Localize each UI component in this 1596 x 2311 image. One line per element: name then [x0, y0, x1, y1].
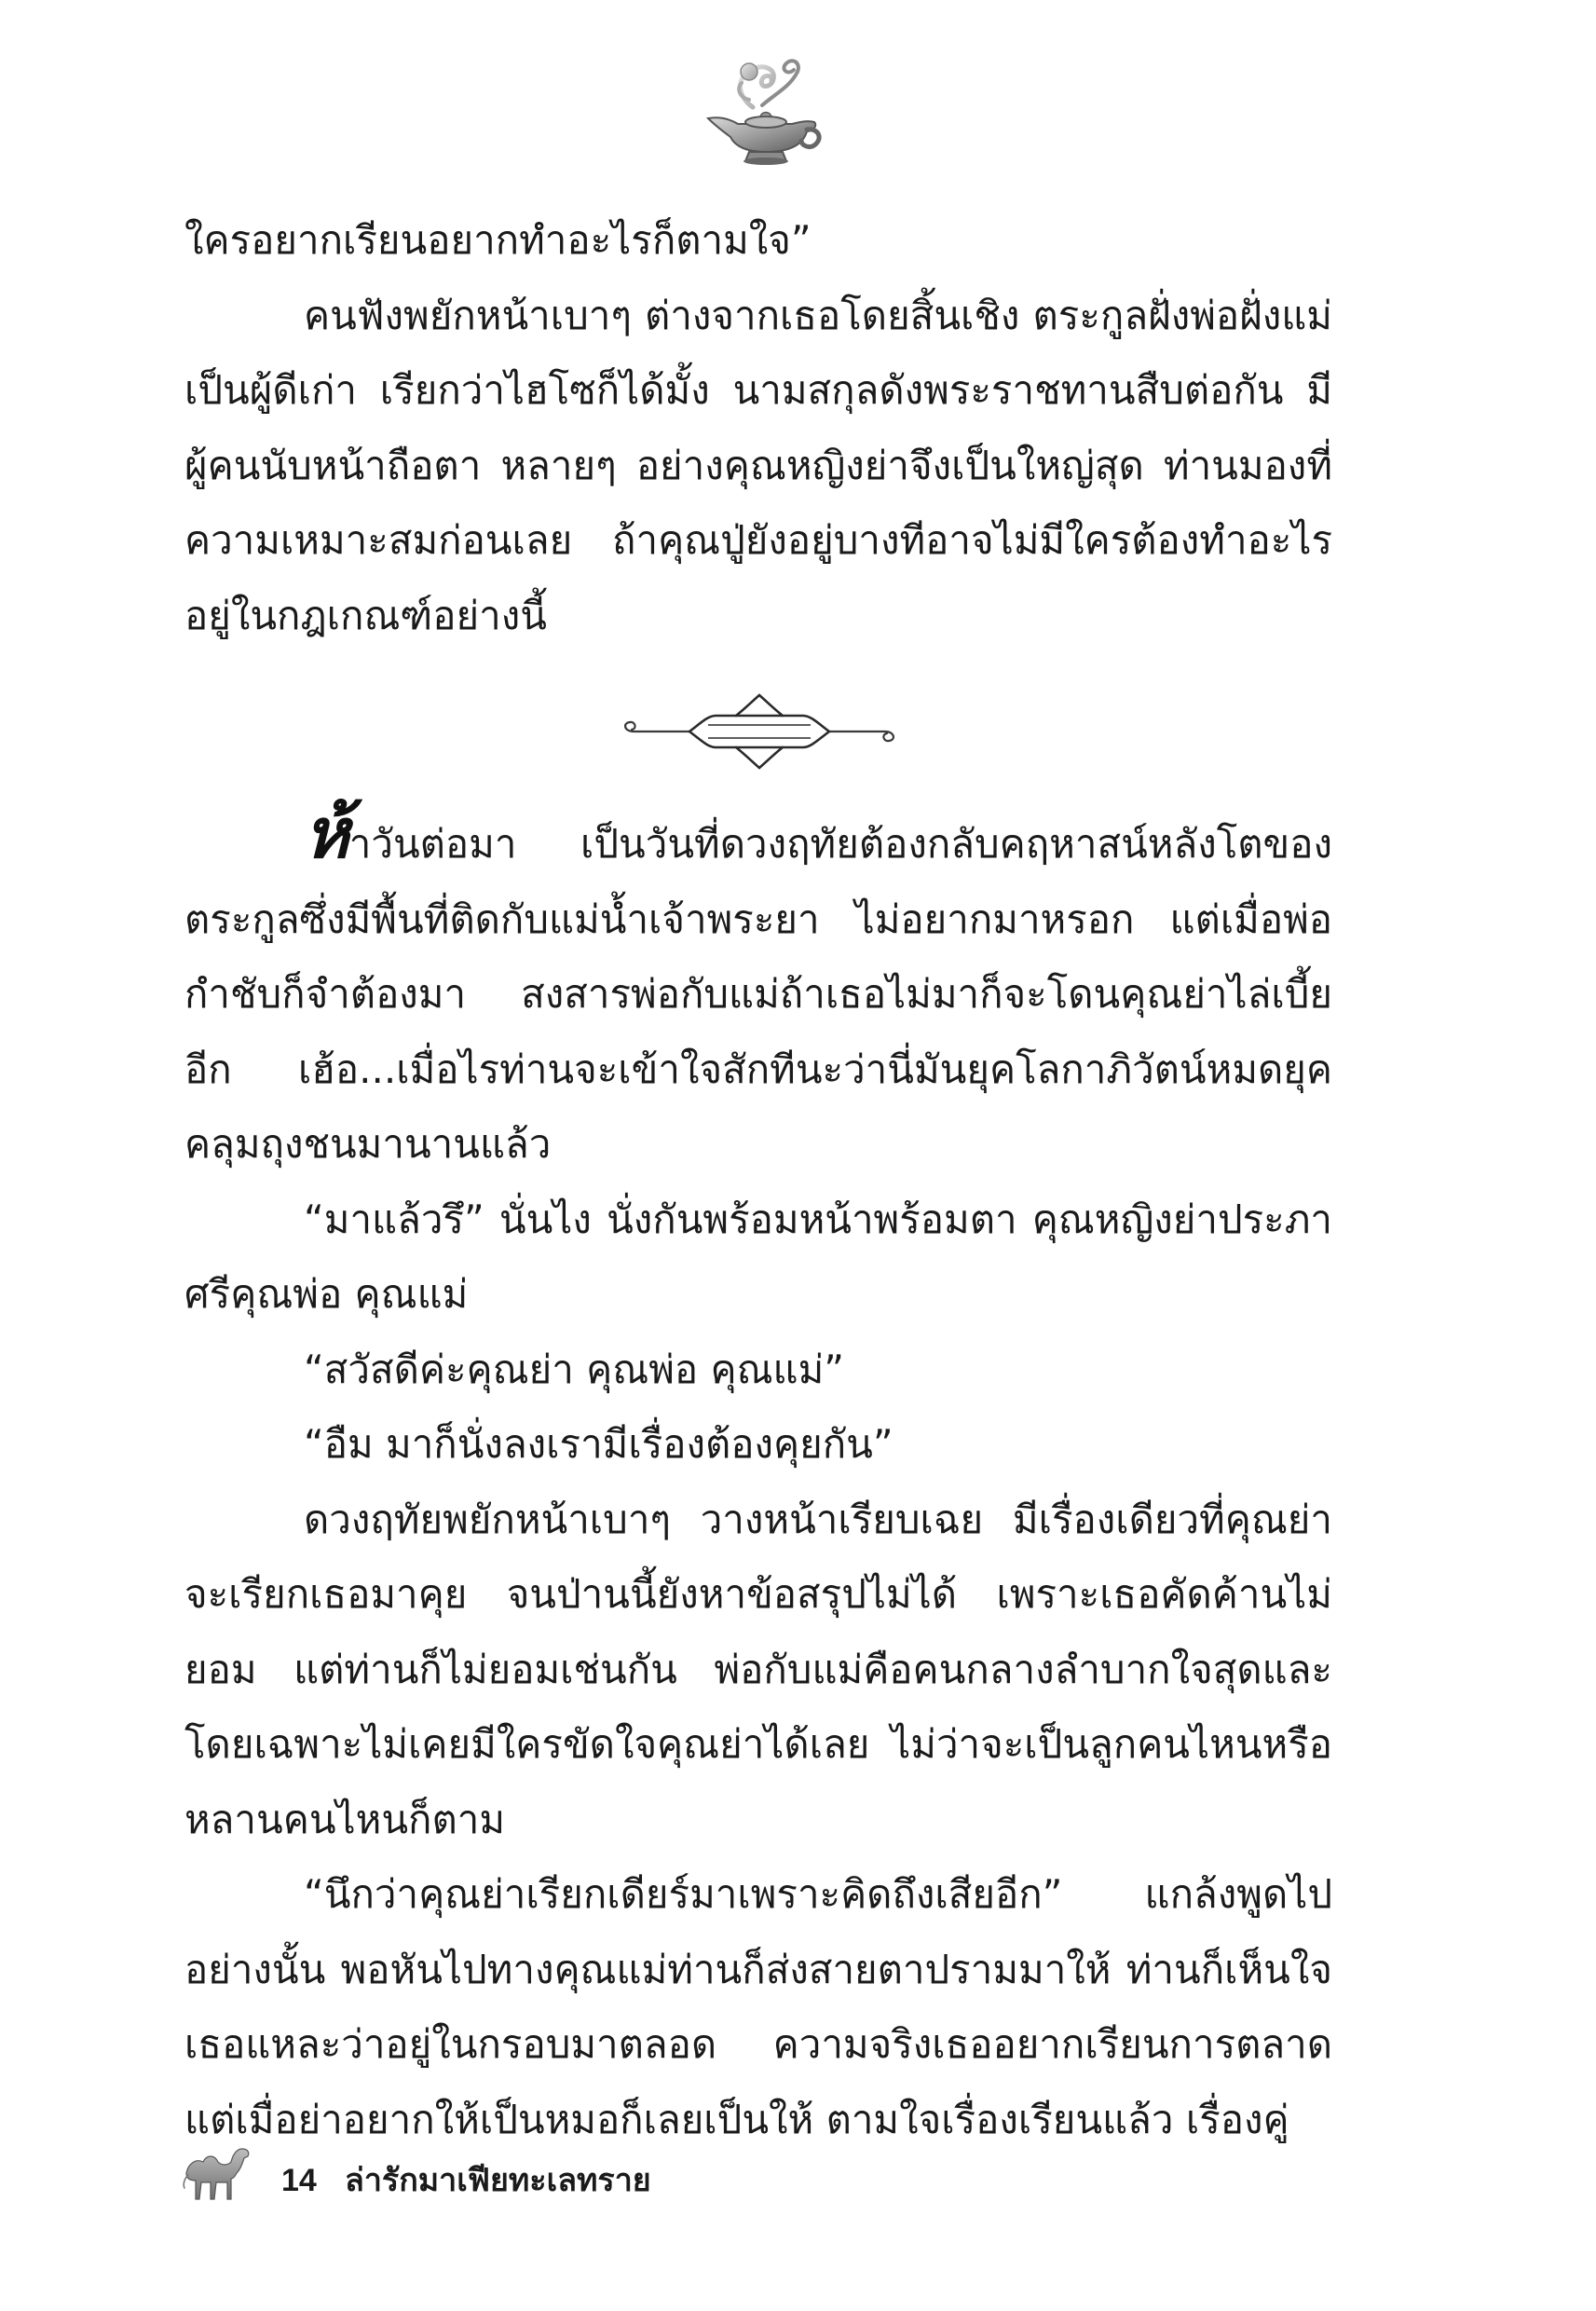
paragraph-continued: ใครอยากเรียนอยากทำอะไรก็ตามใจ” — [184, 217, 812, 263]
scroll-divider-icon — [615, 688, 904, 776]
drop-cap: ห้ — [304, 794, 349, 874]
dialogue-paragraph: “นึกว่าคุณย่าเรียกเดียร์มาเพราะคิดถึงเสียอีก” แกล้งพูดไปอย่างนั้น พอหันไปทางคุณแม่ท่านก็ส่งสายตาปรามมาให้ ท่านก็เห็นใจเธอแหละว่าอยู่ในกรอบมาตลอด ความจริงเธออยากเรียนการตลาดแต่เมื่อย่าอยากให้เป็นหมอก็เลยเป็นให้ ตามใจเรื่องเรียนแล้ว เรื่องคู่ — [184, 1871, 1332, 2142]
genie-lamp-icon — [688, 51, 827, 172]
text-block-top — [184, 203, 1332, 653]
text-block-bottom — [184, 794, 1332, 2157]
dialogue-paragraph: “มาแล้วรึ” นั่นไง นั่งกันพร้อมหน้าพร้อมตา คุณหญิงย่าประภาศรีคุณพ่อ คุณแม่ — [184, 1196, 1332, 1317]
paragraph: ดวงฤทัยพยักหน้าเบาๆ วางหน้าเรียบเฉย มีเรื่องเดียวที่คุณย่าจะเรียกเธอมาคุย จนป่านนี้ยังหาข้อสรุปไม่ได้ เพราะเธอคัดค้านไม่ยอม แต่ท่านก็ไม่ยอมเช่นกัน พ่อกับแม่คือคนกลางลำบากใจสุดและโดยเฉพาะไม่เคยมีใครขัดใจคุณย่าได้เลย ไม่ว่าจะเป็นลูกคนไหนหรือหลานคนไหนก็ตาม — [184, 1496, 1332, 1842]
dialogue-paragraph: “สวัสดีค่ะคุณย่า คุณพ่อ คุณแม่” — [304, 1346, 845, 1392]
chapter-opening-paragraph — [184, 794, 1332, 1183]
paragraph: คนฟังพยักหน้าเบาๆ ต่างจากเธอโดยสิ้นเชิง ตระกูลฝั่งพ่อฝั่งแม่เป็นผู้ดีเก่า เรียกว่าไฮโซก็ได้มั้ง นามสกุลดังพระราชทานสืบต่อกัน มีผู้คนนับหน้าถือตา หลายๆ อย่างคุณหญิงย่าจึงเป็นใหญ่สุด ท่านมองที่ความเหมาะสมก่อนเลย ถ้าคุณปู่ยังอยู่บางทีอาจไม่มีใครต้องทำอะไรอยู่ในกฎเกณฑ์อย่างนี้ — [184, 292, 1332, 638]
camel-icon — [179, 2141, 252, 2205]
chapter-opening-text: าวันต่อมา เป็นวันที่ดวงฤทัยต้องกลับคฤหาสน์หลังโตของตระกูลซึ่งมีพื้นที่ติดกับแม่น้ำเจ้าพระยา ไม่อยากมาหรอก แต่เมื่อพ่อกำชับก็จำต้องมา สงสารพ่อกับแม่ถ้าเธอไม่มาก็จะโดนคุณย่าไล่เบี้ยอีก เฮ้อ...เมื่อไรท่านจะเข้าใจสักทีนะว่านี่มันยุคโลกาภิวัตน์หมดยุคคลุมถุงชนมานานแล้ว — [184, 821, 1332, 1167]
book-title: ล่ารักมาเฟียทะเลทราย — [345, 2162, 651, 2199]
page-footer — [179, 2141, 831, 2216]
dialogue-paragraph: “อืม มาก็นั่งลงเรามีเรื่องต้องคุยกัน” — [304, 1421, 893, 1467]
page-number: 14 — [281, 2163, 317, 2198]
